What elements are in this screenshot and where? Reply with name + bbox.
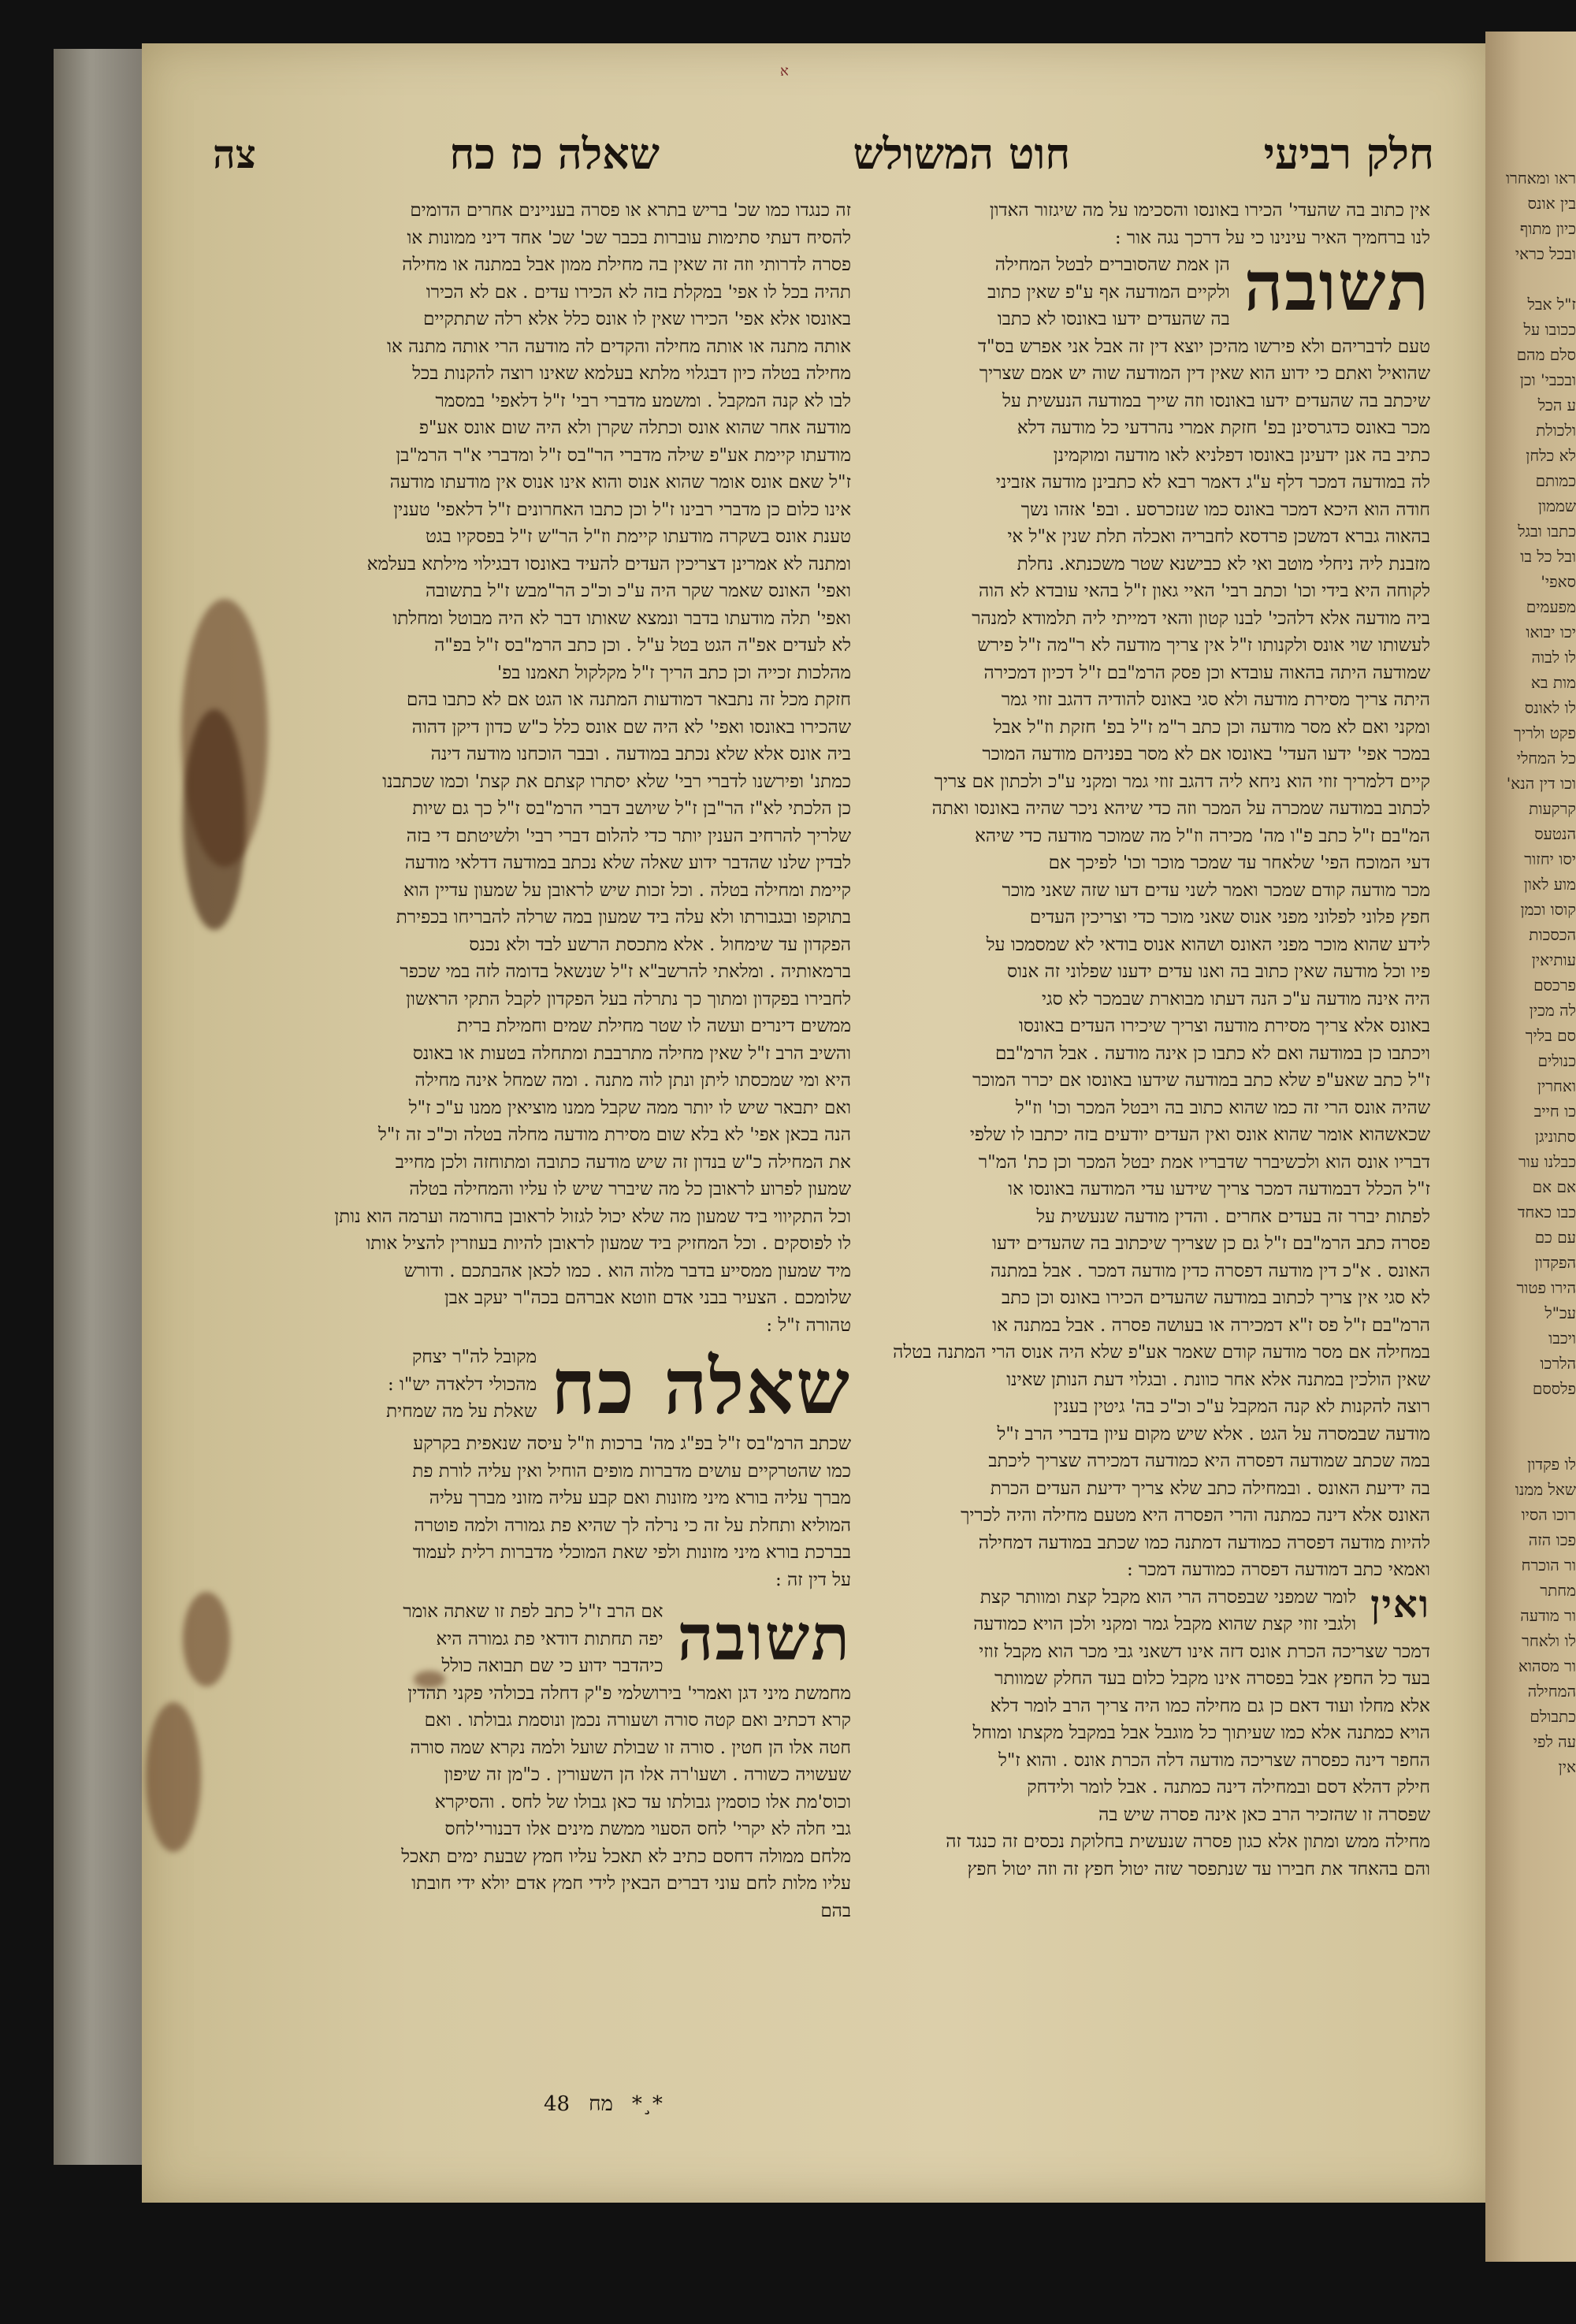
adjacent-page-fragment: לה מכין	[1529, 1001, 1576, 1020]
adjacent-page-fragment: מוע לאון	[1523, 875, 1576, 894]
text-line: אין כתוב בה שהעדי' הכירו באונסו והסכימו על מה שיגזור האדון	[989, 200, 1430, 221]
adjacent-page-fragment: המחילה	[1527, 1682, 1576, 1701]
vain-block	[875, 1584, 1430, 1883]
adjacent-page-fragment: כנולים	[1537, 1051, 1576, 1070]
adjacent-page-fragment: כבלנו עור	[1518, 1152, 1576, 1171]
text-line: חטה אלו הן חטין . סורה זו שבולת שועל ולמה נקרא שמה סורה	[410, 1737, 851, 1758]
adjacent-page-fragment: עה לפי	[1533, 1732, 1576, 1751]
adjacent-page-fragment: מחתר	[1540, 1581, 1576, 1600]
adjacent-page-fragment: קרקעות	[1529, 799, 1576, 818]
answer-text	[315, 1680, 851, 1925]
signature-letters: מח	[589, 2092, 613, 2116]
body-text	[315, 197, 851, 1339]
vain-word: ואין	[1370, 1583, 1430, 1627]
text-line: במכר אפי' ידעו העדי' באונסו אם לא מסר בפניהם מודעה המוכר	[982, 744, 1430, 764]
text-line: וכוס'מת אלו כוסמין גבולתו עד כאן גבולו של לחס . והסיקרא	[434, 1791, 851, 1813]
text-line: רוצה להקנות לא קנה המקבל ע"כ וכ"כ בה' גיטין בענין	[1054, 1396, 1430, 1417]
question-heading: שאלה כח	[551, 1344, 851, 1430]
text-line: באונסו אלא אפי' הכירו שאין לו אונס כלל אלא רלה שתתקיים	[423, 309, 851, 329]
text-line: חילק דהלא דסם ובמחילה דינה כמתנה . אבל לומר ולידחק	[1027, 1777, 1430, 1798]
text-line: שהואיל ואתם כי ידוע הוא שאין דין המודעה שוה יש אמם שצריך	[979, 363, 1430, 384]
text-line: על דין זה :	[775, 1569, 851, 1590]
answer-heading: תשובה	[1243, 251, 1430, 326]
adjacent-page-fragment: ויכבו	[1548, 1329, 1576, 1348]
text-line: היה אינה מודעה ע"כ הנה דעתו מבוארת שבמכר לא סגי	[1042, 988, 1430, 1010]
text-line: החפר דינה כפסרה שצריכה מודעה דלה הכרת אונס . והוא ז"ל	[998, 1750, 1430, 1771]
adjacent-page-fragment: ואחרין	[1537, 1076, 1576, 1095]
text-line: לו לפוסקים . וכל המחזיק ביד שמעון לראובן להיות בעוזרין להציל אותו	[366, 1233, 851, 1254]
text-line: שלומכם . הצעיר בבני אדם וזוטא אברהם בכה"ר יעקב אבן	[444, 1288, 851, 1308]
adjacent-page-fragment: יסו יחזור	[1524, 850, 1576, 868]
adjacent-page-fragment: ור מסהוא	[1518, 1657, 1576, 1675]
adjacent-page-fragment: לו לאונס	[1524, 698, 1576, 717]
vain-text	[875, 1584, 1430, 1883]
adjacent-page-fragment: הנטעס	[1534, 824, 1576, 843]
text-line: ז"ל הכלל דבמודעה דמכר צריך שידעו עדי המודעה באונסו או	[1008, 1179, 1430, 1199]
adjacent-page-fragment: בין אונס	[1527, 194, 1576, 213]
text-line: מודעתו קיימת אע"פ שילה מדברי הר"בס ז"ל ומדברי א"ר הרמ"בן	[396, 444, 851, 466]
adjacent-page-fragment: ור הוכרח	[1521, 1556, 1576, 1575]
text-line: ממשים דינרים ועשה לו שטר מחילת שמים וחמילת ברית	[457, 1016, 851, 1036]
text-line: מזבנת ליה ניחלי מוטב ואי לא כבישנא שטר משכנתא. נחלת	[1017, 553, 1430, 574]
text-line: היתה צריך מסירת מודעה ולא סגי באונס להודיה דהגב זוזי גמר	[1001, 690, 1430, 710]
header-question: שאלה כז כח	[449, 128, 660, 179]
header-part: חלק רביעי	[1263, 128, 1434, 179]
text-line: והשיב הרב ז"ל שאין מחילה מתרבבת ומתחלה בטעות או באונס	[412, 1043, 851, 1064]
adjacent-page-edge	[1485, 32, 1576, 2262]
text-line: ברמאותיה . ומלאתי להרשב"א ז"ל שנשאל בדומה לזה במי שכפר	[400, 961, 851, 982]
adjacent-page-fragment: פלססם	[1532, 1379, 1576, 1398]
sheet-number: 48	[544, 2092, 571, 2116]
water-stain	[146, 1702, 201, 1852]
adjacent-page-fragment: ור מודעה	[1520, 1606, 1576, 1625]
adjacent-page-fragment: כיון מתוף	[1519, 219, 1576, 238]
text-line: בתוקפו ובגבורתו ולא עלה ביד שמעון במה שרלה להבריחו בכפירת	[396, 907, 851, 928]
text-line: לומר שמפני שבפסרה הרי הוא מקבל קצת ומוותר קצת	[979, 1586, 1357, 1608]
text-line: דמכר שצריכה הכרת אונס דזה אינו דשאני גבי מכר הוא מקבל זוזי	[979, 1641, 1430, 1662]
text-line: שאין הולכין במתנה אלא אחר כוונת . ובגלוי דעת הנותן שאינו	[1006, 1369, 1430, 1390]
text-line: שמעון לפרוע לראובן כל מה שיברר שיש לו עליו והמחילה בטלה	[409, 1179, 851, 1199]
adjacent-page-fragment: סם בליך	[1525, 1026, 1576, 1045]
text-line: שאלת על מה שמחית	[386, 1401, 537, 1422]
right-text-column	[875, 197, 1430, 2049]
text-line: האונס אלא דינה כמתנה והרי הפסרה היא מטעם מחילה והיה לכריך	[961, 1505, 1430, 1526]
text-line: לקוחה היא בידי וכו' וכתב רבי' האיי גאון ז"ל בהאי עובדא לא הוה	[979, 581, 1430, 601]
water-stain	[183, 1592, 230, 1686]
text-line: אם הרב ז"ל כתב לפת זו שאתה אומר	[403, 1601, 663, 1622]
text-line: שכאשהוא אומר שהוא אונס ואין העדים יודעים בזה יכתבו לו שלפי	[969, 1125, 1430, 1145]
text-line: לנו ברחמיך האיר עינינו כי על דרכך נגה אור :	[1114, 227, 1430, 248]
text-line: לפתות יברר זה בעדים אחרים . והדין מודעה שנעשית על	[1036, 1206, 1430, 1227]
text-line: וכל התקיווי ביד שמעון מה שלא יכול לגזול לראובן בחורמה וערמה הוא נותן	[334, 1206, 851, 1227]
text-line: שהיה אונס הרי זה כמו שהוא כתוב בה ויבטל המכר וכו' וז"ל	[1015, 1097, 1430, 1118]
adjacent-page-fragment: עותיאין	[1531, 950, 1576, 969]
adjacent-page-fragment: ובכל כראי	[1515, 244, 1576, 263]
text-line: פסרה לדרותי וזה זה שאין בה מחילת ממון אבל במתנה או מחילה	[402, 255, 851, 275]
text-line: מודעה שבמסרה על הגט . אלא שיש מקום עיון בדברי הרב ז"ל	[997, 1423, 1430, 1445]
adjacent-page-fragment: ובל כל בו	[1520, 547, 1576, 566]
body-text	[875, 333, 1430, 1584]
text-line: כיהדבר ידוע כי שם תבואה כולל	[441, 1656, 663, 1676]
adjacent-page-fragment: שאל ממנו	[1515, 1480, 1576, 1499]
text-line: שלריך להרחיב הענין יותר כדי להלום דברי רבי' ולשיטתם די בזה	[406, 825, 851, 846]
folio-mark: א	[780, 63, 789, 80]
adjacent-page-fragment: כתבו ובגל	[1518, 522, 1576, 541]
text-line: להיות מודעה דפסרה כמודעה דמתנה כמו שכתב במודעה דמחילה	[978, 1532, 1430, 1553]
adjacent-page-fragment: כתבולם	[1530, 1707, 1576, 1726]
header-page-number: צה	[213, 130, 256, 177]
signature-mark: *¸*	[631, 2092, 663, 2116]
adjacent-page-fragment	[1490, 1401, 1576, 1426]
text-line: מקובל לה"ר יצחק	[411, 1347, 537, 1367]
text-line: ביה אונס אלא שלא נכתב במודעה . ובבר הוכחנו מודעה דינה	[430, 744, 851, 764]
adjacent-page-fragment: שממון	[1537, 496, 1576, 515]
text-line: המ"בם ז"ל כתב פ"ו מה' מכירה וז"ל מה שמוכר מודעה כדי שיהא	[975, 825, 1430, 846]
text-line: כן הלכתי לא"ז הר"בן ז"ל שיושב דברי הרמ"בס ז"ל כך גם שיות	[412, 798, 851, 819]
text-line: קיים דלמריך זוזי הוא ניחא ליה דהגב זוזי גמר ומקני ע"כ ולכתון אם צריך	[934, 771, 1430, 792]
text-line: ז"ל כתב שאע"פ שלא כתב במודעה שידעו באונסו אם יכרר המוכר	[972, 1070, 1430, 1091]
text-line: קרא דכתיב ואם קטה סורה ושעורה נכמן ונוסמת גבולתו . ואם	[424, 1710, 851, 1731]
adjacent-page-fragment: מות בא	[1530, 673, 1576, 692]
text-line: שעשויה כשורה . ושעו'רה אלו הן השעורין . כ"מן זה שיפון	[444, 1764, 851, 1785]
text-line: מכר מודעה קודם שמכר ואמר לשני עדים דעו שזה שאני מוכר	[1002, 879, 1430, 901]
adjacent-page-fragment: ולכולת	[1536, 421, 1576, 440]
adjacent-page-fragment: ראו ומאחרו	[1505, 169, 1576, 188]
text-line: פסרה כתב הרמ"בם ז"ל גם כן שצריך שיכתוב בה שהעדים ידעו	[992, 1233, 1430, 1254]
adjacent-page-fragment: עם כם	[1534, 1228, 1576, 1247]
text-line: עליו מלות לחם עוני דברים הבאין לידי חמץ אדם יולא ידי חובתו	[411, 1873, 851, 1894]
text-line: אותה מתנה או אותה מחילה והקדים לה מודעה הרי אותה מתנה או	[387, 336, 851, 357]
adjacent-page-fragment: לו פקדון	[1527, 1455, 1576, 1474]
text-line: טהורה ז"ל :	[766, 1314, 851, 1336]
text-line: לעשותו שוי אונס ולקנותו ז"ל אין צריך מודעה לא ר"מה ז"ל פירש	[977, 635, 1430, 656]
text-line: ביה מודעה אלא דלהכי' לבנו קטון והאי דמייתי ליה תלמודא למנהר	[972, 608, 1430, 629]
running-head	[213, 118, 1434, 189]
text-line: האונס . א"כ דין מודעה דפסרה כדין מודעה דמכר . אבל במתנה	[990, 1260, 1430, 1281]
question-28-block	[315, 1344, 851, 1430]
text-line: לידע שהוא מוכר מפני האונס ושהוא אנוס בודאי לא שמסמכו על	[986, 934, 1430, 955]
adjacent-page-fragment: מפעמים	[1526, 597, 1576, 616]
binding-edge	[54, 49, 147, 2165]
text-line: הנה בכאן אפי' לא בלא שום מסירת מודעה מחלה בטלה וכ"כ זה ז"ל	[377, 1125, 851, 1145]
text-line: כמו שהטרקיים עושים מדברות מופים הוחיל ואין עליה לורת פת	[412, 1460, 851, 1482]
adjacent-page-fragment: הלרכו	[1540, 1354, 1576, 1373]
text-line: אלא מחלו ועוד דאם כן גם מחילה כמו היה צריך הרב לומר דלא	[990, 1695, 1430, 1716]
text-line: מהלכות זכייה וכן כתב הריך ז"ל מקלקול תאמנו בפ'	[496, 662, 851, 683]
text-line: לה במודעה דמכר דלף ע"ג דאמר רבא לא כתבינן מודעה אזביני	[995, 472, 1430, 493]
answer-block	[875, 251, 1430, 333]
text-line: הויא כמתנה אלא כמו שעיתוך כל מוגבל אבל במקבל מקצתו ומוחל	[972, 1723, 1430, 1743]
text-line: היא ומי שמכסתו ליתן ונתן לוה מתנה . ומה שמחל אינה מחילה	[414, 1070, 851, 1091]
intro-block	[875, 197, 1430, 251]
text-line: לבו לא קנה המקבל . ומשמע מדברי רבי' ז"ל דלאפי' במסמר	[435, 390, 851, 411]
text-line: חזקת מכל זה נתבאר דמודעות המתנה או הגט אם לא כתבו בהם	[407, 690, 851, 710]
text-line: ומקני ואם לא מסר מודעה וכן כתב ר"מ ז"ל בפ' חזקת וז"ל אבל	[993, 716, 1430, 738]
text-line: כמתנ' ופירשנו לדברי רבי' שלא יסתרו קצתם את קצת' וכמו שכתבנו	[382, 771, 851, 792]
header-work: חוט המשולש	[853, 128, 1071, 179]
text-line: דעי המוכח הפי' שלאחר עד שמכר מוכר וכו' לפיכך אם	[1048, 853, 1430, 873]
answer-block	[315, 1598, 851, 1680]
text-line: מברך עליה בורא מיני מזונות ואם קבע עליה מזוני מברך עליה	[429, 1488, 851, 1508]
adjacent-page-fragment	[1490, 1426, 1576, 1452]
text-line: בעד כל החפץ אבל בפסרה אינו מקבל כלום בעד החלק שמוותר	[994, 1668, 1430, 1689]
text-line: שיכתב בה שהעדים ידעו באונסו וזה שייך במודעה הנעשית על	[1002, 390, 1430, 411]
adjacent-page-fragment: הפקדון	[1534, 1253, 1576, 1272]
adjacent-page-fragment: אם אם	[1532, 1177, 1576, 1196]
text-line: ויכתבו כן במודעה ואם לא כתבו כן אינה מודעה . אבל הרמ"בם	[994, 1043, 1430, 1064]
adjacent-page-fragment: סתוניגן	[1534, 1127, 1576, 1146]
answer-heading: תשובה	[677, 1601, 851, 1675]
text-line: להסיח דעתי סתימות עוברות בכבר שכ' שכ' אחד דיני ממונות או	[407, 227, 851, 248]
adjacent-page-fragment: עכ"ל	[1544, 1303, 1576, 1322]
adjacent-page-fragment: הירו פטור	[1516, 1278, 1576, 1297]
text-line: שכתב הרמ"בס ז"ל בפ"ג מה' ברכות וז"ל עיסה שנאפית בקרקע	[413, 1433, 851, 1454]
text-line: לא סגי אין צריך לכתוב במודעה שהעדים הכירו באונס וכן כתב	[1002, 1288, 1430, 1308]
adjacent-page-fragment: כמותם	[1535, 471, 1576, 490]
text-line: בברכת בורא מיני מזונות ולפי שאת המוכלי מדברות רלית לעמוד	[412, 1542, 851, 1563]
text-line: לא לעדים אפ"ה הגט בטל ע"ל . וכן כתב הרמ"בס ז"ל בפ"ה	[434, 635, 851, 656]
text-line: יפה תחתות דודאי פת גמורה היא	[436, 1628, 663, 1649]
text-line: כתיב בה אנן ידעינן באונסו דפלניא לאו מודעה ומוקמינן	[1053, 444, 1430, 466]
text-line: ואמאי כתב דמודעה דפסרה כמודעה דמכר :	[1126, 1560, 1430, 1580]
adjacent-page-fragment: ז"ל אבל	[1527, 295, 1576, 314]
text-line: שפסרה זו שהזכיר הרב כאן אינה פסרה שיש בה	[1098, 1804, 1430, 1825]
text-line: ולקיים המודעה אף ע"פ שאין כתוב	[987, 281, 1230, 303]
text-line: מחילה ממש ומתון אלא כגון פסרה שנעשית בחלוקת נכסים זה כנגד זה	[946, 1831, 1430, 1852]
text-line: באונס אלא צריך מסירת מודעה וצריך שיכירו העדים באונסו	[1018, 1016, 1430, 1036]
adjacent-page-fragment: פכו הזה	[1528, 1530, 1576, 1549]
text-line: במחילה אם מסר מודעה קודם שאמר אע"פ שלא היה אנוס הרי המתנה בטלה	[893, 1342, 1430, 1363]
text-line: קיימת ומחילה בטלה . וכל זכות שיש לראובן על שמעון עדיין הוא	[403, 879, 851, 901]
text-line: ומתנה לא אמרינן דצריכין העדים להעיד באונסו דבגילוי מילתא בעלמא	[366, 553, 851, 574]
text-line: טענת אונס בשקרה מודעתו קיימת וז"ל הר"ש ז"ל בפסקיו בגט	[426, 526, 851, 547]
left-text-column	[315, 197, 851, 2049]
adjacent-page-fragment: אין	[1558, 1757, 1576, 1776]
text-line: ז"ל שאם אונס אומר שהוא אנוס והוא אינו אנוס אין מודעתו מודעה	[389, 472, 851, 493]
page-footer	[362, 2092, 663, 2116]
adjacent-page-fragment: הכסכות	[1529, 925, 1576, 944]
text-line: חודה הוא היכא דמכר באונס כמו שנזכרסע . ובפ' אזהו נשך	[1020, 499, 1430, 520]
adjacent-page-fragment: כו חייב	[1533, 1102, 1576, 1121]
adjacent-page-fragment: קוסו וכמן	[1520, 900, 1576, 919]
adjacent-page-fragment: כל המחלי	[1516, 749, 1576, 768]
text-line: הפקדון עד שימחול . אלא מתכסת הרשע לבד ולא נכנס	[469, 934, 851, 955]
adjacent-page-fragment: רוכו הסיו	[1521, 1505, 1576, 1524]
text-line: ואפי' האונס שאמר שקר היה ע"כ וכ"כ הר"מבש ז"ל בתשובה	[425, 581, 851, 601]
text-line: בה שהעדים ידעו באונסו לא כתבו	[997, 309, 1230, 329]
text-line: מיד שמעון ממסייע בדבר מלוה הוא . כמו לכאן אהבתכם . ודורש	[403, 1260, 851, 1281]
adjacent-page-fragment: וכו דין הנא'	[1506, 774, 1576, 793]
text-line: דבריו אונס הוא ולכשיברר שדבריו אמת יבטל המכר וכן כת' המ"ר	[978, 1151, 1430, 1173]
adjacent-page-fragment: ובכבי' וכן	[1519, 370, 1576, 389]
adjacent-page-fragment: כבו כאחד	[1517, 1203, 1576, 1221]
adjacent-page-fragment: ע הכל	[1537, 396, 1576, 415]
text-line: והם בהאחד את חבירו עד שנתפסר שזה יטול חפץ זה וזה יטול חפץ	[967, 1858, 1430, 1880]
text-line: את המחילה כ"ש בנדון זה שיש מודעה כתובה ומתוחזה ולכן מחייב	[395, 1151, 851, 1173]
text-line: לבדין שלנו שהדבר ידוע שאלה שלא נכתב במודעה דדלאי מודעה	[404, 853, 851, 873]
text-line: גבי חלה לא יקרי' לחס הסעוי ממשת מינים אלו דבנורי'לחס	[444, 1819, 851, 1839]
text-line: מחילה בטלה כיון דבגלוי מלתא בעלמא שאינו רוצה להקנות בכל	[412, 363, 851, 384]
text-line: ואם יתבאר שיש לו יותר ממה שקבל ממנו מוציאין ממנו ע"כ ז"ל	[408, 1097, 851, 1118]
text-line: בה ידיעת האונס . ובמחילה כתב שלא צריך ידיעת העדים הכרת	[990, 1478, 1430, 1499]
text-line: לחבירו בפקדון ומתוך כך נתרלה בעל הפקדון לקבל התקי הראשון	[406, 988, 851, 1010]
water-stain	[183, 709, 246, 930]
adjacent-page-fragment: ככובו על	[1523, 320, 1576, 339]
adjacent-page-fragment: פקט ולריך	[1514, 723, 1576, 742]
text-line: מהכולי דלאדה יש"ו :	[387, 1374, 537, 1395]
question-text	[315, 1430, 851, 1593]
text-line: לכתוב במודעה שמכרה על המכר וזה כדי שיהא ניכר שהיה באונסו ואתה	[931, 798, 1430, 819]
adjacent-page-fragment: לו ולאחר	[1522, 1631, 1576, 1650]
text-line: מחמשת מיני דגן ואמרי' בירושלמי פ"ק דחלה בכולהי פקני תהדין	[407, 1683, 851, 1704]
adjacent-page-fragment: סלם מהם	[1516, 345, 1576, 364]
text-line: שהכירו באונסו ואפי' לא היה שם אונס כלל כ"ש כדון דיקן דהוה	[411, 716, 851, 738]
adjacent-page-fragment: פרכסם	[1533, 976, 1576, 995]
text-line: מודעה אחר שהוא אונס וכתלה שקרן ולא היה שום אונס אע"פ	[418, 418, 851, 438]
adjacent-page-fragment: יכו יבואו	[1526, 623, 1576, 641]
text-line: טעם לדבריהם ולא פירשו מהיכן יוצא דין זה אבל אני אפרש בס"ד	[977, 336, 1430, 357]
text-line: מכר באונס כדגרסינן בפ' חזקת אמרי נהרדעי כל מודעה דלא	[1017, 418, 1430, 438]
text-line: הן אמת שהסוברים לבטל המחילה	[994, 255, 1230, 275]
text-line: הרמ"בם ז"ל פס ז"א דמכירה או בעושה פסרה . אבל במתנה או	[992, 1314, 1430, 1336]
adjacent-page-fragment	[1490, 266, 1576, 292]
text-line: זה כנגדו כמו שכ' בריש בתרא או פסרה בעניינים אחרים הדומים	[410, 200, 851, 221]
text-line: ואפי' תלה מודעתו בדבר ונמצא שאותו דבר לא היה מבוטל ומחלתו	[392, 608, 851, 629]
text-line: בהאוה גברא דמשכן פרדסא לחבריה ואכלה תלת שנין א"ל אי	[1007, 526, 1430, 547]
adjacent-page-fragment: סאפי'	[1541, 572, 1576, 591]
text-line: במה שכתב שמודעה דפסרה היא כמודעה דמכירה שצריך ליכתב	[988, 1451, 1430, 1471]
text-line: תהיה בכל לו אפי' במקלת בזה לא הכירו עדים . אם לא הכירו	[426, 281, 851, 303]
text-line: מלחם ממולה דחסם כתיב לא תאכל עליו חמץ שבעת ימים תאכל	[401, 1846, 851, 1867]
adjacent-page-fragment: לו לבוה	[1531, 648, 1576, 667]
text-line: פיו וכל מודעה שאין כתוב בה ואנו עדים ידענו שפלוני זה אנוס	[1007, 961, 1430, 982]
text-line: שמודעה היתה בהאוה עובדא וכן פסק הרמ"בם ז"ל דכיון דמכירה	[983, 662, 1430, 683]
text-line: אינו כלום כן מדברי רבינו ז"ל וכן כתבו האחרונים ז"ל דלאפי' טענין	[393, 499, 851, 520]
text-line: ולגבי זוזי קצת שהוא מקבל גמר ומקני ולכן הויא כמודעה	[973, 1614, 1357, 1634]
adjacent-page-fragment: לא כלחן	[1526, 446, 1576, 465]
text-line: המוליא ותחלת על זה כי נרלה לך שהיא פת גמורה ולמה פוטרה	[414, 1515, 851, 1536]
text-line: חפץ פלוני לפלוני מפני אנוס שאני מוכר כדי וצריכין העדים	[1029, 907, 1430, 928]
text-line: בהם	[820, 1900, 851, 1921]
